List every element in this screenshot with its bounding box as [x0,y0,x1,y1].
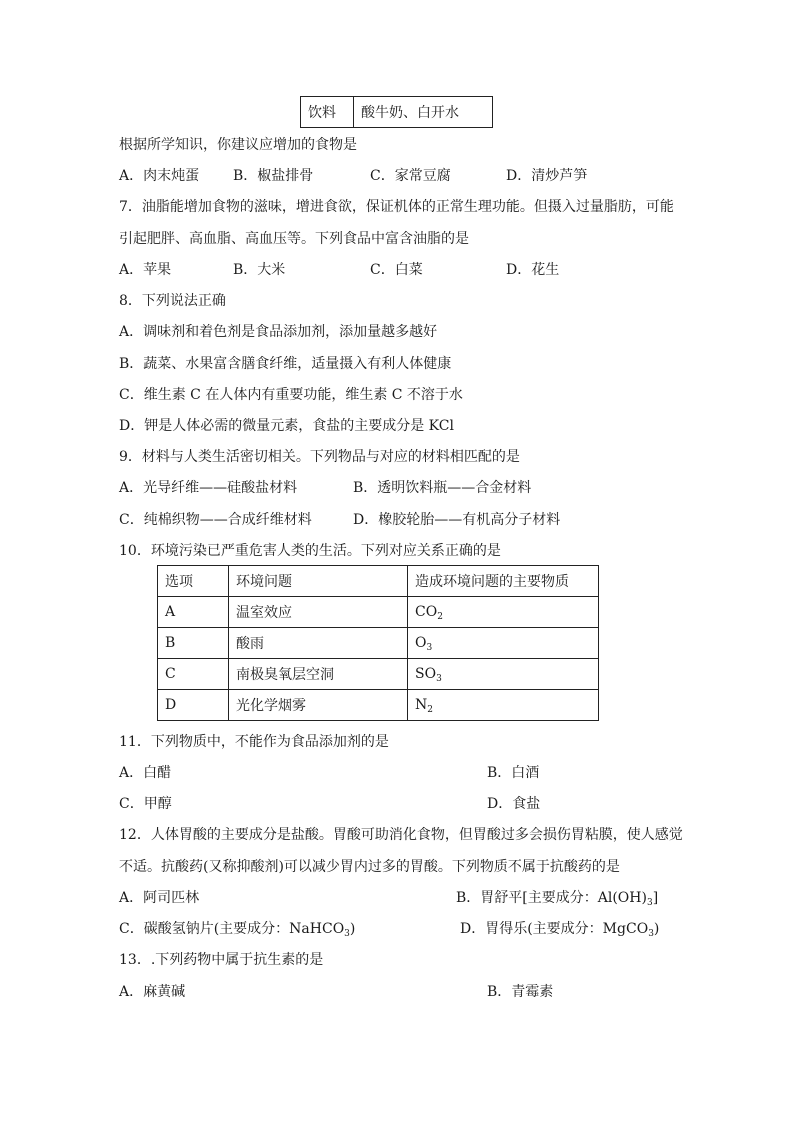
q11-option-a: A．白醋 [119,765,172,781]
q8-option-a: A．调味剂和着色剂是食品添加剂，添加量越多越好 [119,324,438,340]
q7-option-a: A．苹果 [119,262,172,278]
q7-option-b: B．大米 [233,262,286,278]
drink-table [300,96,493,128]
option-text: C．碳酸氢钠片(主要成分：NaHCO [119,921,345,937]
table-row [301,97,493,128]
q12-line1: 12．人体胃酸的主要成分是盐酸。胃酸可助消化食物，但胃酸过多会损伤胃粘膜，使人感觉 [119,827,683,843]
q10-title: 10．环境污染已严重危害人类的生活。下列对应关系正确的是 [119,543,501,559]
table-header-row [158,566,599,597]
option-text: ) [653,921,660,937]
q7-option-d: D．花生 [506,262,560,278]
q8-option-d: D．钾是人体必需的微量元素，食盐的主要成分是 KCl [119,418,454,434]
row-issue: 酸雨 [229,628,408,659]
option-text: B．胃舒平[主要成分：Al(OH) [456,890,647,906]
formula-subscript: 3 [436,674,442,684]
header-option: 选项 [158,566,229,597]
formula: O [415,635,427,651]
table-row [158,597,599,628]
q8-option-b: B．蔬菜、水果富含膳食纤维，适量摄入有利人体健康 [119,356,452,372]
q13-title: 13．.下列药物中属于抗生素的是 [119,952,324,968]
q6-option-d: D．清炒芦笋 [506,168,588,184]
row-substance [408,628,599,659]
q6-option-b: B．椒盐排骨 [233,168,314,184]
q11-option-c: C．甲醇 [119,796,172,812]
formula-subscript: 2 [437,612,443,622]
table-row [158,690,599,721]
formula: N [415,697,428,713]
q8-title: 8．下列说法正确 [119,293,226,309]
row-option: A [158,597,229,628]
q11-option-d: D．食盐 [487,796,541,812]
q11-option-b: B．白酒 [487,765,540,781]
table-row [158,659,599,690]
row-option: C [158,659,229,690]
row-substance [408,690,599,721]
formula-subscript: 3 [426,643,433,653]
row-option: B [158,628,229,659]
q12-option-b [456,889,658,907]
q9-option-b: B．透明饮料瓶——合金材料 [353,480,532,496]
q9-title: 9．材料与人类生活密切相关。下列物品与对应的材料相匹配的是 [119,449,520,465]
q9-option-a: A．光导纤维——硅酸盐材料 [119,480,298,496]
q8-option-c: C．维生素 C 在人体内有重要功能，维生素 C 不溶于水 [119,387,463,403]
row-issue: 南极臭氧层空洞 [229,659,408,690]
formula-subscript: 3 [646,898,653,908]
table-row [158,628,599,659]
q6-option-c: C．家常豆腐 [370,168,451,184]
q7-line1: 7．油脂能增加食物的滋味，增进食欲，保证机体的正常生理功能。但摄入过量脂肪，可能 [119,199,674,215]
table-cell: 饮料 [301,97,354,128]
q12-line2: 不适。抗酸药(又称抑酸剂)可以减少胃内过多的胃酸。下列物质不属于抗酸药的是 [119,859,620,875]
formula-subscript: 2 [427,705,433,715]
q9-option-c: C．纯棉织物——合成纤维材料 [119,512,312,528]
row-issue: 光化学烟雾 [229,690,408,721]
row-substance [408,597,599,628]
header-issue: 环境问题 [229,566,408,597]
option-text: ) [349,921,356,937]
option-text: D．胃得乐(主要成分：MgCO [460,921,649,937]
environment-table [157,565,599,721]
table-cell: 酸牛奶、白开水 [354,97,493,128]
row-substance [408,659,599,690]
formula: SO [415,666,437,682]
row-option: D [158,690,229,721]
q12-option-d [460,920,659,938]
row-issue: 温室效应 [229,597,408,628]
option-text: ] [652,890,659,906]
formula: CO [415,604,438,620]
formula-subscript: 3 [344,929,350,939]
q12-option-a: A．阿司匹林 [119,890,200,906]
q12-option-c [119,920,355,938]
q9-option-d: D．橡胶轮胎——有机高分子材料 [353,512,561,528]
q13-option-b: B．青霉素 [487,984,554,1000]
q6-option-a: A．肉末炖蛋 [119,168,200,184]
q11-title: 11．下列物质中，不能作为食品添加剂的是 [119,734,389,750]
header-substance: 造成环境问题的主要物质 [408,566,599,597]
q7-option-c: C．白菜 [370,262,423,278]
q6-prompt: 根据所学知识，你建议应增加的食物是 [119,137,357,153]
formula-subscript: 3 [648,929,654,939]
q13-option-a: A．麻黄碱 [119,984,186,1000]
q7-line2: 引起肥胖、高血脂、高血压等。下列食品中富含油脂的是 [119,231,469,247]
